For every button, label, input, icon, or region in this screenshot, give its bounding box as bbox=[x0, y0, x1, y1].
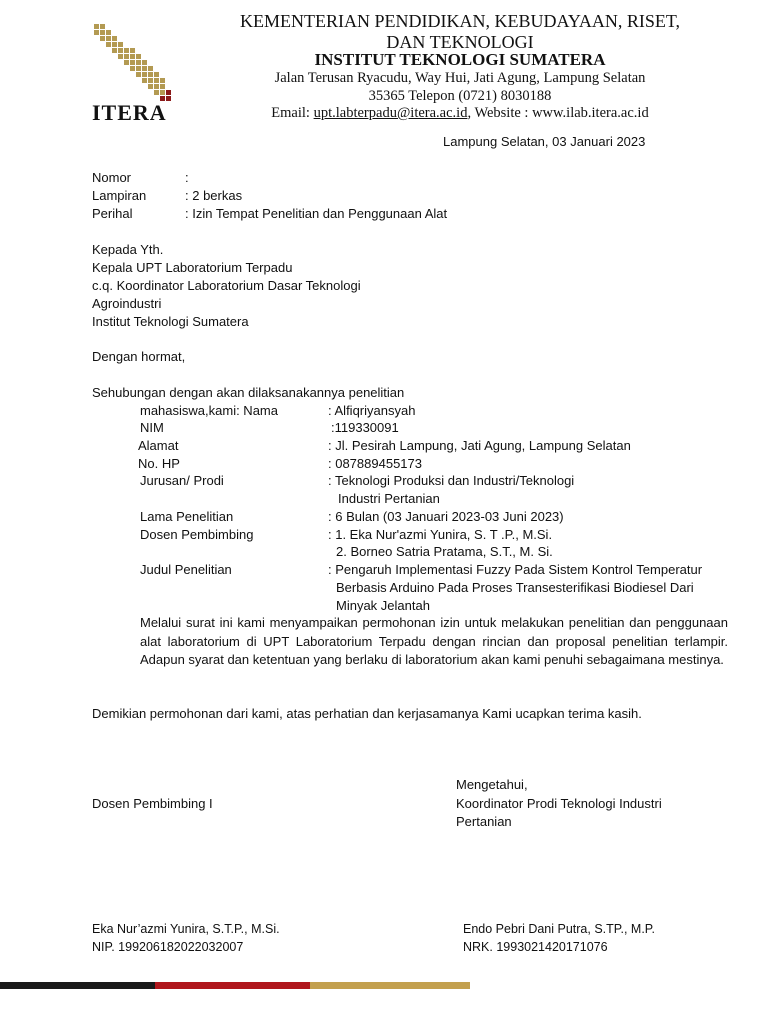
intro-text: Sehubungan dengan akan dilaksanakannya penelitian bbox=[92, 385, 405, 400]
address-line-2: 35365 Telepon (0721) 8030188 bbox=[368, 88, 552, 104]
dosen-value-line-1: : 1. Eka Nur'azmi Yunira, S. T .P., M.Si. bbox=[328, 527, 553, 542]
jurusan-value-line-2: Industri Pertanian bbox=[338, 491, 440, 506]
recipient-line-1: Kepada Yth. bbox=[92, 242, 164, 257]
recipient-line-4: Agroindustri bbox=[92, 296, 162, 311]
institute-name: INSTITUT TEKNOLOGI SUMATERA bbox=[314, 50, 606, 69]
left-sign-title: Dosen Pembimbing I bbox=[92, 796, 213, 811]
nomor-value: : bbox=[185, 170, 189, 185]
recipient-line-3: c.q. Koordinator Laboratorium Dasar Teknologi bbox=[92, 278, 361, 293]
lampiran-label: Lampiran bbox=[92, 188, 147, 203]
footer-bar-red bbox=[155, 982, 310, 989]
address-line-1: Jalan Terusan Ryacudu, Way Hui, Jati Agung, Lampung Selatan bbox=[274, 70, 646, 86]
lama-value: : 6 Bulan (03 Januari 2023-03 Juni 2023) bbox=[328, 509, 564, 524]
lama-label: Lama Penelitian bbox=[140, 509, 234, 524]
nim-label: NIM bbox=[140, 420, 164, 435]
alamat-value: : Jl. Pesirah Lampung, Jati Agung, Lampung Selatan bbox=[328, 438, 631, 453]
jurusan-label: Jurusan/ Prodi bbox=[140, 473, 224, 488]
footer-bar-gold bbox=[310, 982, 470, 989]
jurusan-value-line-1: : Teknologi Produksi dan Industri/Teknologi bbox=[328, 473, 575, 488]
nama-value: : Alfiqriyansyah bbox=[328, 403, 416, 418]
itera-logo-mark-icon bbox=[88, 20, 188, 102]
closing-paragraph: Demikian permohonan dari kami, atas perhatian dan kerjasamanya Kami ucapkan terima kasih. bbox=[92, 706, 642, 721]
footer-bar-black bbox=[0, 982, 155, 989]
dosen-label: Dosen Pembimbing bbox=[140, 527, 254, 542]
hp-value: : 087889455173 bbox=[328, 456, 422, 471]
email-prefix: Email: bbox=[271, 105, 314, 121]
contact-line bbox=[200, 105, 720, 122]
right-sign-title-1: Koordinator Prodi Teknologi Industri bbox=[456, 796, 662, 811]
logo-wordmark: ITERA bbox=[92, 100, 167, 125]
left-signer-id: NIP. 199206182022032007 bbox=[92, 940, 244, 954]
judul-value-line-3: Minyak Jelantah bbox=[336, 598, 430, 613]
left-signer-name: Eka Nur’azmi Yunira, S.T.P., M.Si. bbox=[92, 922, 280, 936]
right-signer-name: Endo Pebri Dani Putra, S.TP., M.P. bbox=[463, 922, 655, 936]
greeting: Dengan hormat, bbox=[92, 349, 186, 364]
judul-label: Judul Penelitian bbox=[140, 562, 232, 577]
letter-date: Lampung Selatan, 03 Januari 2023 bbox=[443, 134, 646, 149]
ministry-line-1: KEMENTERIAN PENDIDIKAN, KEBUDAYAAN, RISET, bbox=[240, 11, 680, 31]
alamat-label: Alamat bbox=[138, 438, 179, 453]
hp-label: No. HP bbox=[138, 456, 180, 471]
perihal-label: Perihal bbox=[92, 206, 133, 221]
judul-value-line-1: : Pengaruh Implementasi Fuzzy Pada Sistem Kontrol Temperatur bbox=[328, 562, 703, 577]
right-signer-id: NRK. 1993021420171076 bbox=[463, 940, 608, 954]
recipient-line-2: Kepala UPT Laboratorium Terpadu bbox=[92, 260, 293, 275]
website-text: , Website : www.ilab.itera.ac.id bbox=[467, 105, 649, 121]
right-sign-title-2: Pertanian bbox=[456, 814, 512, 829]
itera-logo bbox=[88, 20, 188, 125]
recipient-line-5: Institut Teknologi Sumatera bbox=[92, 314, 249, 329]
main-paragraph: Melalui surat ini kami menyampaikan permohonan izin untuk melakukan penelitian dan penggunaan alat laboratorium di UPT Laboratorium Terpadu dengan rincian dan proposal penelitian terlampir. Adapun syarat dan ketentuan yang berlaku di laboratorium akan kami penuhi sebagaimana mestinya. bbox=[140, 615, 728, 667]
nomor-label: Nomor bbox=[92, 170, 132, 185]
judul-value-line-2: Berbasis Arduino Pada Proses Transesterifikasi Biodiesel Dari bbox=[336, 580, 694, 595]
ministry-line-2: DAN TEKNOLOGI bbox=[386, 32, 534, 52]
dosen-value-line-2: 2. Borneo Satria Pratama, S.T., M. Si. bbox=[336, 544, 553, 559]
right-ack: Mengetahui, bbox=[456, 777, 528, 792]
nama-label: mahasiswa,kami: Nama bbox=[140, 403, 278, 418]
nim-value: :119330091 bbox=[331, 420, 399, 435]
lampiran-value: : 2 berkas bbox=[185, 188, 243, 203]
email-link[interactable]: upt.labterpadu@itera.ac.id bbox=[313, 105, 468, 121]
perihal-value: : Izin Tempat Penelitian dan Penggunaan Alat bbox=[185, 206, 448, 221]
